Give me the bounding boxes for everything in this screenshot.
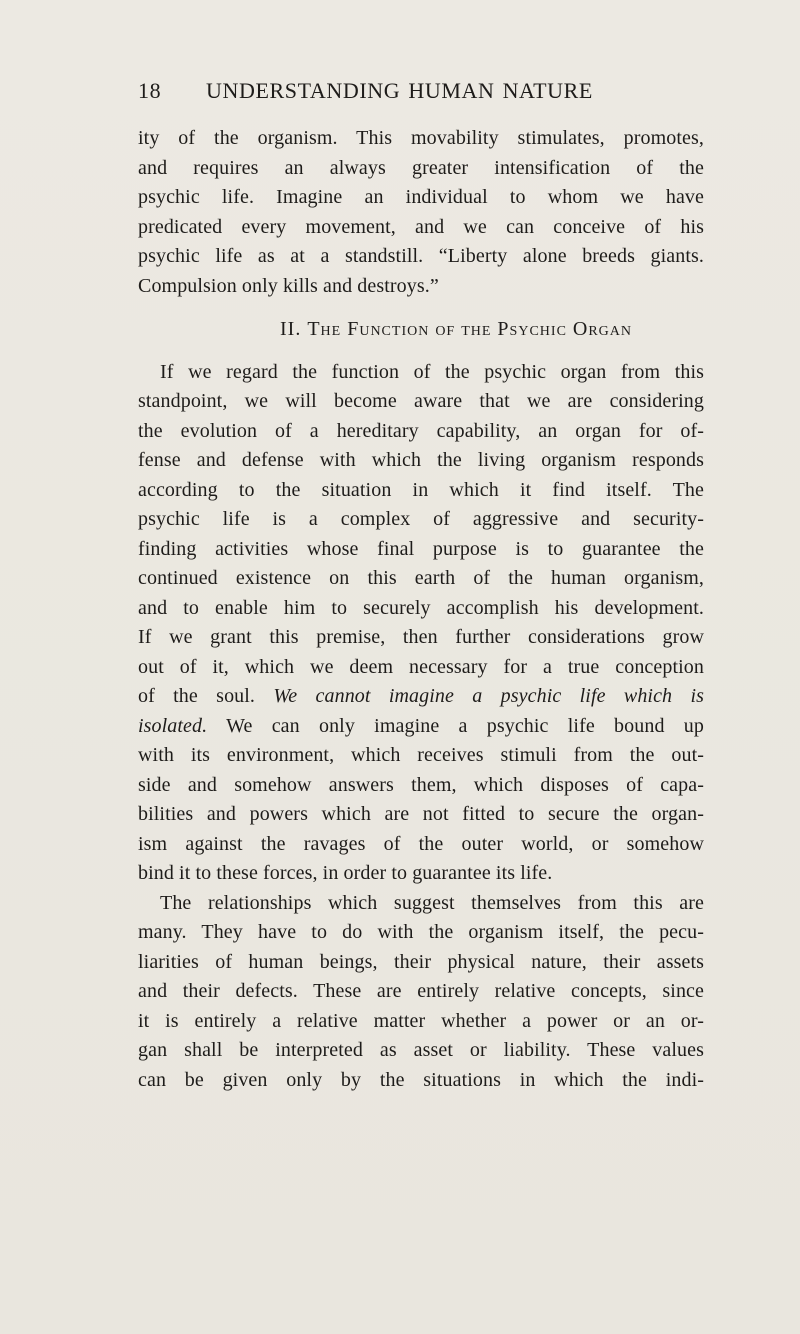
text-line: predicated every movement, and we can conceive of his [138,215,704,238]
text-line: psychic life as at a standstill. “Liberty alone breeds giants. [138,245,704,267]
running-head: UNDERSTANDING HUMAN NATURE [206,78,593,103]
text-line [138,682,704,712]
text-segment: We can only imagine a psychic life bound up [226,714,704,737]
text-line: according to the situation in which it find itself. The [138,478,704,501]
text-line: psychic life is a complex of aggressive and security- [138,508,704,530]
text-line: side and somehow answers them, which disposes of capa- [138,773,704,796]
text-line: many. They have to do with the organism itself, the pecu- [138,921,704,943]
text-line: the evolution of a hereditary capability, an organ for of- [138,419,704,442]
italic-emphasis: We cannot imagine a psychic life which is [273,685,704,707]
text-line: and their defects. These are entirely relative concepts, since [138,980,704,1002]
text-line: The relationships which suggest themselves from this are [160,891,704,914]
paragraph-3 [138,889,704,1096]
text-line: finding activities whose final purpose is to guarantee the [138,537,704,560]
text-line: standpoint, we will become aware that we are considering [138,390,704,412]
text-line: gan shall be interpreted as asset or liability. These values [138,1039,704,1061]
text-line: fense and defense with which the living organism responds [138,449,704,471]
text-line: bind it to these forces, in order to guarantee its life. [138,862,553,884]
text-line: If we regard the function of the psychic organ from this [160,360,704,383]
page-header [138,78,704,110]
text-line: If we grant this premise, then further considerations grow [138,626,704,648]
italic-emphasis: isolated. [138,714,208,737]
text-line: continued existence on this earth of the human organism, [138,567,704,589]
text-line: bilities and powers which are not fitted to secure the organ- [138,803,704,825]
section-numeral: II. [280,318,302,340]
paragraph-1 [138,124,704,301]
text-line: Compulsion only kills and destroys.” [138,274,439,297]
body-text [138,124,704,1095]
paragraph-2 [138,358,704,889]
text-line: out of it, which we deem necessary for a true conception [138,655,704,678]
text-line: it is entirely a relative matter whether a power or an or- [138,1009,704,1032]
text-segment: of the soul. [138,685,256,707]
text-line: liarities of human beings, their physical nature, their assets [138,950,704,973]
text-line: ism against the ravages of the outer world, or somehow [138,832,704,855]
text-line: psychic life. Imagine an individual to whom we have [138,186,704,208]
text-line [138,712,704,742]
text-line: and to enable him to securely accomplish his development. [138,596,704,619]
section-heading [138,315,704,345]
text-line: with its environment, which receives stimuli from the out- [138,744,704,766]
text-line: and requires an always greater intensification of the [138,156,704,179]
page-number: 18 [138,78,162,103]
section-title: The Function of the Psychic Organ [307,318,633,340]
text-line: ity of the organism. This movability stimulates, promotes, [138,127,704,149]
text-line: can be given only by the situations in which the indi- [138,1068,704,1091]
